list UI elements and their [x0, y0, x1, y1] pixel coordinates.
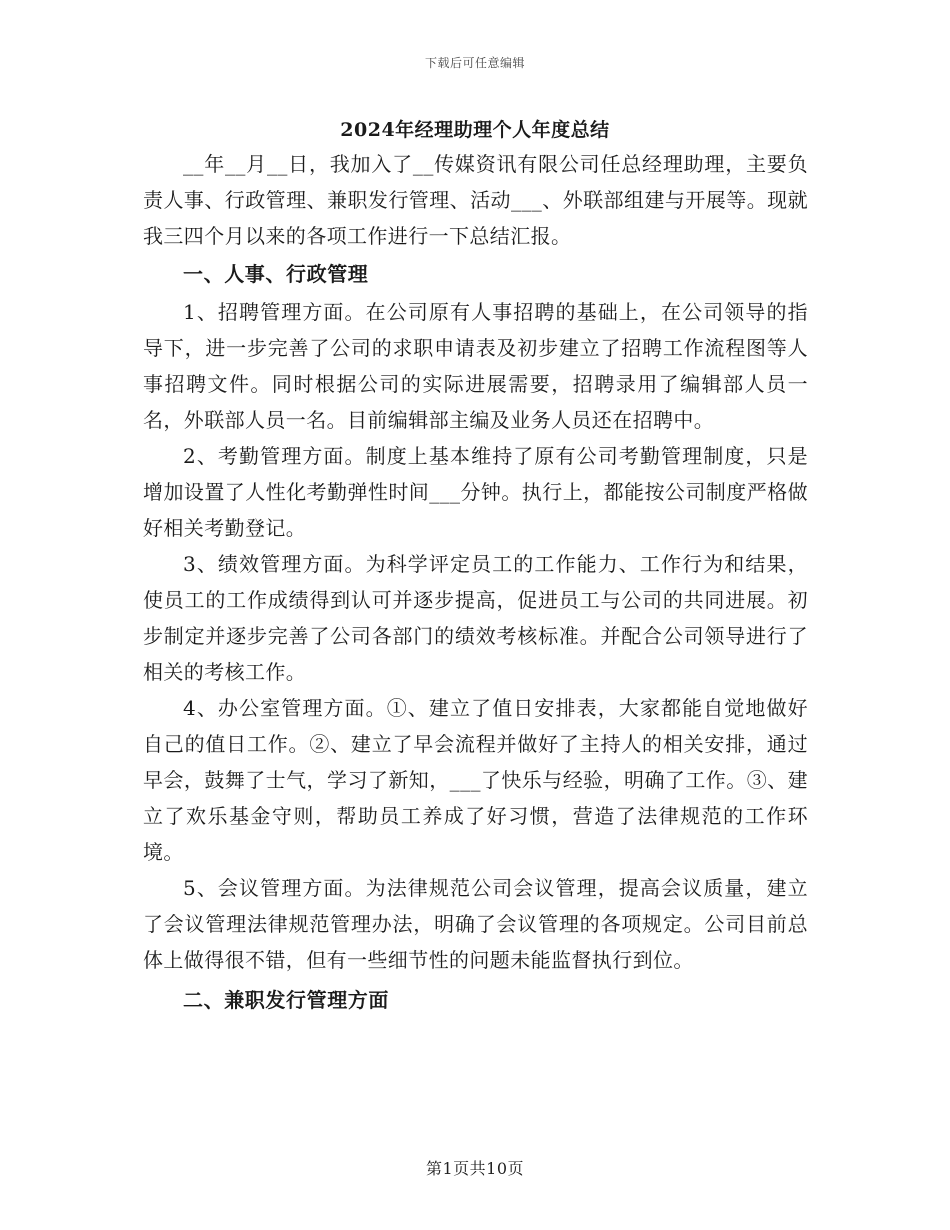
section-heading-1: 一、人事、行政管理	[183, 262, 369, 286]
intro-paragraph: __年__月__日，我加入了__传媒资讯有限公司任总经理助理，主要负责人事、行政管理、兼职发行管理、活动___、外联部组建与开展等。现就我三四个月以来的各项工作进行一下总结汇报。	[143, 152, 808, 248]
document-body	[143, 146, 808, 1020]
paragraph-performance: 3、绩效管理方面。为科学评定员工的工作能力、工作行为和结果，使员工的工作成绩得到认可并逐步提高，促进员工与公司的共同进展。初步制定并逐步完善了公司各部门的绩效考核标准。并配合公司领导进行了相关的考核工作。	[143, 552, 808, 684]
section-heading-2: 二、兼职发行管理方面	[183, 988, 389, 1012]
paragraph-meeting: 5、会议管理方面。为法律规范公司会议管理，提高会议质量，建立了会议管理法律规范管理办法，明确了会议管理的各项规定。公司目前总体上做得很不错，但有一些细节性的问题未能监督执行到位。	[143, 876, 808, 972]
page-footer: 第1页共10页	[425, 1159, 525, 1178]
paragraph-attendance: 2、考勤管理方面。制度上基本维持了原有公司考勤管理制度，只是增加设置了人性化考勤弹性时间___分钟。执行上，都能按公司制度严格做好相关考勤登记。	[143, 444, 808, 540]
paragraph-office: 4、办公室管理方面。①、建立了值日安排表，大家都能自觉地做好自己的值日工作。②、建立了早会流程并做好了主持人的相关安排，通过早会，鼓舞了士气，学习了新知，___了快乐与经验，明确了工作。③、建立了欢乐基金守则，帮助员工养成了好习惯，营造了法律规范的工作环境。	[143, 696, 808, 864]
header-note: 下载后可任意编辑	[424, 56, 525, 70]
document-title: 2024年经理助理个人年度总结	[340, 119, 610, 141]
paragraph-recruitment: 1、招聘管理方面。在公司原有人事招聘的基础上，在公司领导的指导下，进一步完善了公司的求职申请表及初步建立了招聘工作流程图等人事招聘文件。同时根据公司的实际进展需要，招聘录用了编辑部人员一名，外联部人员一名。目前编辑部主编及业务人员还在招聘中。	[143, 300, 808, 432]
